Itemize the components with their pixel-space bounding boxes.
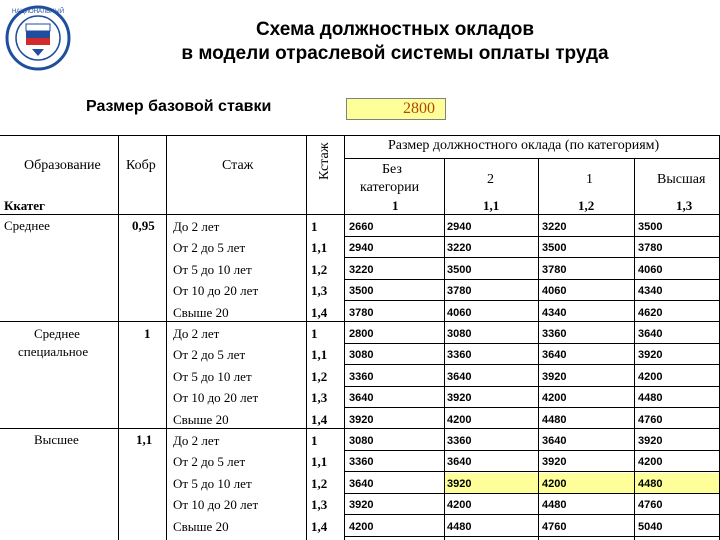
salary-cell: 3920 bbox=[638, 349, 663, 362]
kstazh-cell: 1 bbox=[311, 433, 318, 448]
salary-cell: 4200 bbox=[638, 456, 663, 469]
stazh-cell: От 2 до 5 лет bbox=[173, 347, 246, 363]
kstazh-cell: 1 bbox=[311, 326, 318, 341]
header-education: Образование bbox=[24, 158, 101, 173]
kstazh-cell: 1,2 bbox=[311, 475, 328, 491]
kstazh-cell: 1,4 bbox=[311, 411, 328, 427]
group-education-2-line2: специальное bbox=[18, 344, 89, 359]
base-rate-label: Размер базовой ставки bbox=[86, 98, 272, 115]
kkateg-1: 1,2 bbox=[578, 198, 595, 213]
salary-cell: 3920 bbox=[447, 477, 472, 490]
highlight-row bbox=[444, 473, 720, 493]
salary-cell: 3640 bbox=[638, 328, 663, 340]
header-cat-2: 2 bbox=[487, 172, 494, 187]
title-line-2: в модели отраслевой системы оплаты труда bbox=[181, 43, 609, 64]
title-line-1: Схема должностных окладов bbox=[255, 19, 535, 40]
kstazh-cell: 1,1 bbox=[311, 347, 328, 363]
group-kobr-1: 0,95 bbox=[132, 218, 155, 233]
salary-cell: 4200 bbox=[542, 392, 567, 405]
salary-cell: 2940 bbox=[447, 221, 472, 233]
stazh-cell: Свыше 20 bbox=[173, 411, 229, 427]
salary-cell: 2800 bbox=[349, 328, 374, 340]
salary-cell: 4760 bbox=[542, 520, 567, 533]
salary-cell: 3360 bbox=[447, 435, 472, 447]
header-kstazh: Кстаж bbox=[317, 142, 332, 180]
kkateg-label: Ккатег bbox=[4, 198, 45, 213]
group-kobr-2: 1 bbox=[144, 326, 151, 341]
salary-cell: 3220 bbox=[447, 242, 472, 255]
salary-cell: 3500 bbox=[638, 221, 663, 233]
kstazh-cell: 1,4 bbox=[311, 518, 328, 534]
kstazh-cell: 1,1 bbox=[311, 454, 328, 470]
salary-cell: 3080 bbox=[349, 349, 374, 362]
salary-cell: 4480 bbox=[638, 477, 663, 490]
salary-cell: 4060 bbox=[638, 263, 663, 276]
header-cat-none-1: Без bbox=[382, 162, 402, 177]
salary-cell: 3080 bbox=[447, 328, 472, 340]
stazh-cell: От 5 до 10 лет bbox=[173, 475, 252, 491]
stazh-cell: Свыше 20 bbox=[173, 304, 229, 320]
kstazh-cell: 1,1 bbox=[311, 240, 328, 256]
kkateg-2: 1,1 bbox=[483, 198, 500, 213]
salary-cell: 4480 bbox=[638, 392, 663, 405]
salary-cell: 3360 bbox=[542, 328, 567, 340]
stazh-cell: От 2 до 5 лет bbox=[173, 240, 246, 256]
header-salary-group: Размер должностного оклада (по категориям) bbox=[388, 138, 660, 153]
kkateg-high: 1,3 bbox=[676, 198, 693, 213]
salary-cell: 3780 bbox=[349, 306, 374, 319]
kstazh-cell: 1,2 bbox=[311, 261, 328, 277]
header-cat-none-2: категории bbox=[360, 180, 420, 195]
stazh-cell: От 2 до 5 лет bbox=[173, 454, 246, 470]
kstazh-cell: 1,3 bbox=[311, 497, 328, 513]
header-cat-high: Высшая bbox=[657, 172, 706, 187]
kstazh-cell: 1,3 bbox=[311, 390, 328, 406]
header-cat-1: 1 bbox=[586, 172, 593, 187]
salary-cell: 3360 bbox=[349, 370, 374, 383]
salary-cell: 4200 bbox=[638, 370, 663, 383]
salary-cell: 4200 bbox=[349, 520, 374, 533]
page-title bbox=[70, 18, 720, 66]
salary-cell: 3640 bbox=[542, 349, 567, 362]
salary-cell: 3640 bbox=[349, 392, 374, 405]
stazh-cell: От 5 до 10 лет bbox=[173, 261, 252, 277]
stazh-cell: От 5 до 10 лет bbox=[173, 368, 252, 384]
salary-cell: 3780 bbox=[542, 263, 567, 276]
project-logo bbox=[4, 4, 72, 72]
stazh-cell: От 10 до 20 лет bbox=[173, 283, 259, 299]
salary-cell: 3080 bbox=[349, 435, 374, 447]
salary-cell: 3640 bbox=[447, 370, 472, 383]
salary-cell: 3920 bbox=[349, 499, 374, 512]
salary-cell: 3780 bbox=[447, 285, 472, 298]
salary-cell: 4620 bbox=[638, 306, 663, 319]
salary-cell: 4200 bbox=[447, 413, 472, 426]
salary-cell: 3780 bbox=[638, 242, 663, 255]
salary-cell: 4200 bbox=[447, 499, 472, 512]
salary-cell: 3920 bbox=[542, 370, 567, 383]
kstazh-cell: 1 bbox=[311, 219, 318, 234]
salary-cell: 3220 bbox=[542, 221, 567, 233]
stazh-cell: Свыше 20 bbox=[173, 518, 229, 534]
header-kobr: Кобр bbox=[126, 158, 156, 173]
salary-cell: 4060 bbox=[447, 306, 472, 319]
salary-cell: 4760 bbox=[638, 413, 663, 426]
group-education-1: Среднее bbox=[4, 218, 50, 233]
salary-cell: 3360 bbox=[447, 349, 472, 362]
salary-cell: 3640 bbox=[349, 477, 374, 490]
stazh-cell: До 2 лет bbox=[173, 219, 220, 234]
salary-cell: 3920 bbox=[638, 435, 663, 447]
kstazh-cell: 1,2 bbox=[311, 368, 328, 384]
kstazh-cell: 1,4 bbox=[311, 304, 328, 320]
salary-cell: 4340 bbox=[542, 306, 567, 319]
header-stazh: Стаж bbox=[222, 158, 254, 173]
salary-cell: 3640 bbox=[447, 456, 472, 469]
salary-cell: 3920 bbox=[447, 392, 472, 405]
kkateg-none: 1 bbox=[392, 198, 399, 213]
salary-cell: 3640 bbox=[542, 435, 567, 447]
salary-cell: 4200 bbox=[542, 477, 567, 490]
salary-cell: 4060 bbox=[542, 285, 567, 298]
salary-cell: 3500 bbox=[542, 242, 567, 255]
salary-cell: 3500 bbox=[349, 285, 374, 298]
salary-cell: 4340 bbox=[638, 285, 663, 298]
stazh-cell: До 2 лет bbox=[173, 433, 220, 448]
stazh-cell: От 10 до 20 лет bbox=[173, 497, 259, 513]
salary-cell: 5040 bbox=[638, 520, 663, 533]
salary-cell: 3220 bbox=[349, 263, 374, 276]
salary-cell: 3920 bbox=[349, 413, 374, 426]
stazh-cell: От 10 до 20 лет bbox=[173, 390, 259, 406]
svg-text:НАЦИОНАЛЬНЫЙ: НАЦИОНАЛЬНЫЙ bbox=[11, 9, 65, 15]
salary-cell: 4480 bbox=[542, 413, 567, 426]
salary-cell: 4760 bbox=[638, 499, 663, 512]
salary-cell: 3920 bbox=[542, 456, 567, 469]
salary-cell: 3500 bbox=[447, 263, 472, 276]
salary-cell: 4480 bbox=[447, 520, 472, 533]
salary-cell: 2940 bbox=[349, 242, 374, 255]
group-education-3: Высшее bbox=[34, 432, 79, 447]
salary-cell: 4480 bbox=[542, 499, 567, 512]
group-education-2-line1: Среднее bbox=[34, 326, 80, 341]
base-rate-value: 2800 bbox=[346, 98, 446, 120]
salary-cell: 2660 bbox=[349, 221, 374, 233]
stazh-cell: До 2 лет bbox=[173, 326, 220, 341]
kstazh-cell: 1,3 bbox=[311, 283, 328, 299]
group-kobr-3: 1,1 bbox=[136, 432, 153, 447]
salary-cell: 3360 bbox=[349, 456, 374, 469]
